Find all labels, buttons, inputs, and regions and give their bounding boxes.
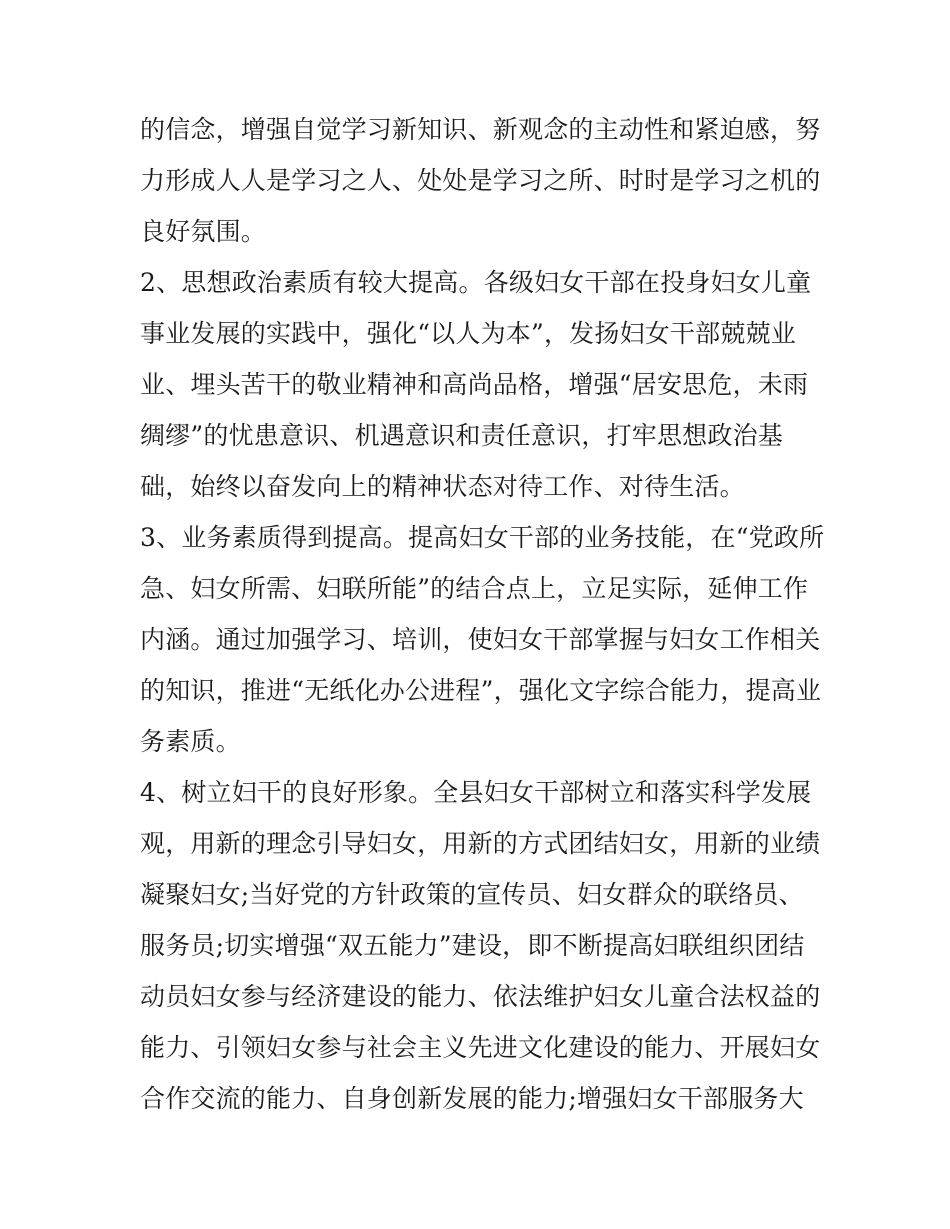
text-line: 内涵。通过加强学习、培训，使妇女干部掌握与妇女工作相关 [140,625,821,654]
text-line: 服务员;切实增强“双五能力”建设，即不断提高妇联组织团结 [140,931,805,960]
text-line: 事业发展的实践中，强化“以人为本”，发扬妇女干部兢兢业 [140,319,796,348]
text-line: 的信念，增强自觉学习新知识、新观念的主动性和紧迫感，努 [140,115,821,144]
text-line: 4、树立妇干的良好形象。全县妇女干部树立和落实科学发展 [140,778,812,807]
body-text [140,104,830,1124]
text-line: 凝聚妇女;当好党的方针政策的宣传员、妇女群众的联络员、 [140,880,804,909]
text-line: 业、埋头苦干的敬业精神和高尚品格，增强“居安思危，未雨 [140,370,809,399]
text-line: 础，始终以奋发向上的精神状态对待工作、对待生活。 [140,472,745,501]
text-line: 务素质。 [140,727,241,756]
text-line: 良好氛围。 [140,217,267,246]
text-line: 3、业务素质得到提高。提高妇女干部的业务技能，在“党政所 [140,523,825,552]
text-line: 的知识，推进“无纸化办公进程”，强化文字综合能力，提高业 [140,676,822,705]
text-line: 急、妇女所需、妇联所能”的结合点上，立足实际，延伸工作 [140,574,809,603]
text-line: 2、思想政治素质有较大提高。各级妇女干部在投身妇女儿童 [140,268,812,297]
text-line: 能力、引领妇女参与社会主义先进文化建设的能力、开展妇女 [140,1033,821,1062]
text-line: 动员妇女参与经济建设的能力、依法维护妇女儿童合法权益的 [140,982,821,1011]
text-line: 观，用新的理念引导妇女，用新的方式团结妇女，用新的业绩 [140,829,821,858]
text-line: 合作交流的能力、自身创新发展的能力;增强妇女干部服务大 [140,1084,804,1113]
text-line: 力形成人人是学习之人、处处是学习之所、时时是学习之机的 [140,166,821,195]
text-line: 绸缪”的忧患意识、机遇意识和责任意识，打牢思想政治基 [140,421,783,450]
